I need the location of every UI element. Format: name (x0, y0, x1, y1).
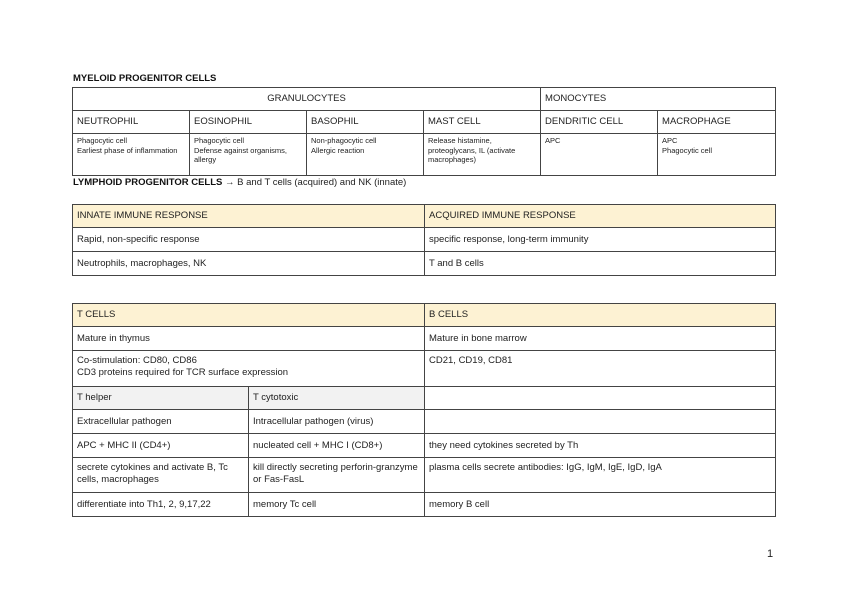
b-maturation: Mature in bone marrow (425, 327, 776, 351)
cell-name: BASOPHIL (307, 111, 424, 134)
cells-table (72, 303, 776, 517)
empty-cell (425, 387, 776, 410)
monocytes-header: MONOCYTES (541, 88, 776, 111)
table-cell: they need cytokines secreted by Th (425, 434, 776, 458)
table-cell: T and B cells (425, 252, 776, 276)
table-cell: plasma cells secrete antibodies: IgG, IgM, IgE, IgD, IgA (425, 458, 776, 493)
cell-description: APC (541, 134, 658, 176)
innate-header: INNATE IMMUNE RESPONSE (73, 205, 425, 228)
b-cells-header: B CELLS (425, 304, 776, 327)
cell-name: EOSINOPHIL (190, 111, 307, 134)
table-cell: memory B cell (425, 493, 776, 517)
cell-name: MAST CELL (424, 111, 541, 134)
table-cell: memory Tc cell (249, 493, 425, 517)
page-number: 1 (767, 548, 774, 560)
table-cell: Intracellular pathogen (virus) (249, 410, 425, 434)
cell-description: APC Phagocytic cell (658, 134, 776, 176)
table-cell: kill directly secreting perforin-granzyme or Fas-FasL (249, 458, 425, 493)
t-helper-header: T helper (73, 387, 249, 410)
response-table (72, 204, 776, 276)
cell-description: Non-phagocytic cell Allergic reaction (307, 134, 424, 176)
granulocytes-header: GRANULOCYTES (73, 88, 541, 111)
cell-name: MACROPHAGE (658, 111, 776, 134)
table-cell: Neutrophils, macrophages, NK (73, 252, 425, 276)
b-markers: CD21, CD19, CD81 (425, 351, 776, 387)
t-cytotoxic-header: T cytotoxic (249, 387, 425, 410)
table-cell: nucleated cell + MHC I (CD8+) (249, 434, 425, 458)
lymphoid-heading: LYMPHOID PROGENITOR CELLS (73, 177, 223, 188)
table-cell: differentiate into Th1, 2, 9,17,22 (73, 493, 249, 517)
cell-name: NEUTROPHIL (73, 111, 190, 134)
lymphoid-line (73, 177, 406, 188)
cell-description: Phagocytic cell Defense against organisms, allergy (190, 134, 307, 176)
myeloid-table (72, 87, 776, 176)
table-cell: secrete cytokines and activate B, Tc cells, macrophages (73, 458, 249, 493)
t-costimulation: Co-stimulation: CD80, CD86 CD3 proteins required for TCR surface expression (73, 351, 425, 387)
table-cell: Rapid, non-specific response (73, 228, 425, 252)
t-cells-header: T CELLS (73, 304, 425, 327)
table-cell: specific response, long-term immunity (425, 228, 776, 252)
myeloid-heading: MYELOID PROGENITOR CELLS (73, 73, 217, 84)
cell-name: DENDRITIC CELL (541, 111, 658, 134)
acquired-header: ACQUIRED IMMUNE RESPONSE (425, 205, 776, 228)
table-cell (425, 410, 776, 434)
table-cell: Extracellular pathogen (73, 410, 249, 434)
arrow-icon: → (225, 177, 235, 188)
lymphoid-note: B and T cells (acquired) and NK (innate) (237, 177, 407, 188)
table-cell: APC + MHC II (CD4+) (73, 434, 249, 458)
cell-description: Phagocytic cell Earliest phase of inflammation (73, 134, 190, 176)
t-maturation: Mature in thymus (73, 327, 425, 351)
cell-description: Release histamine, proteoglycans, IL (activate macrophages) (424, 134, 541, 176)
